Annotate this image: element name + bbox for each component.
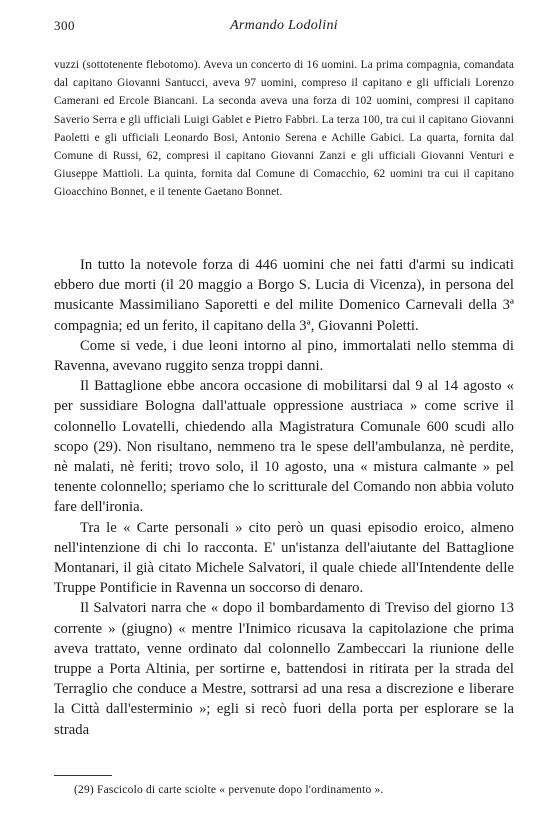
main-text: [54, 255, 514, 740]
small-print-paragraph: vuzzi (sottotenente flebotomo). Aveva un concerto di 16 uomini. La prima compagnia, comandata dal capitano Giovanni Santucci, aveva 97 uomini, compreso il capitano e gli ufficiali Lorenzo Camerani ed Ercole Biancani. La seconda aveva una forza di 102 uomini, compresi il capitano Saverio Serra e gli ufficiali Luigi Gablet e Pietro Fabbri. La terza 100, tra cui il capitano Giovanni Paoletti e gli ufficiali Leonardo Bosi, Antonio Serena e Achille Gabici. La quarta, fornita dal Comune di Russi, 62, compresi il capitano Giovanni Zanzi e gli ufficiali Giovanni Venturi e Giuseppe Mattioli. La quinta, fornita dal Comune di Comacchio, 62 uomini tra cui il capitano Gioacchino Bonnet, e il tenente Gaetano Bonnet.: [54, 59, 514, 199]
paragraph: Come si vede, i due leoni intorno al pino, immortalati nello stemma di Ravenna, avevano ruggito senza troppi danni.: [54, 337, 514, 375]
paragraph: Il Battaglione ebbe ancora occasione di mobilitarsi dal 9 al 14 agosto « per sussidiare Bologna dall'attuale oppressione austriaca » come scrive il colonnello Lovatelli, chiedendo alla Magistratura Comunale 600 scudi allo scopo (29). Non risultano, nemmeno tra le spese dell'ambulanza, nè perdite, nè malati, nè feriti; trovo solo, il 10 agosto, una « mistura calmante » pel tenente colonnello; speriamo che lo scritturale del Comando non abbia voluto fare dell'ironia.: [54, 378, 514, 516]
footnote: (29) Fascicolo di carte sciolte « pervenute dopo l'ordinamento ».: [74, 784, 384, 796]
page-header: [54, 18, 514, 38]
paragraph: Tra le « Carte personali » cito però un quasi episodio eroico, almeno nell'intenzione di chi lo racconta. E' un'istanza dell'aiutante del Battaglione Montanari, il già citato Michele Salvatori, il quale chiede all'Intendente delle Truppe Pontificie in Ravenna un soccorso di denaro.: [54, 519, 514, 597]
running-head: Armando Lodolini: [230, 18, 338, 33]
paragraph: Il Salvatori narra che « dopo il bombardamento di Treviso del giorno 13 corrente » (giugno) « mentre l'Inimico ricusava la capitolazione che prima aveva trattato, venne ordinato dal colonnello Zambeccari la riunione delle truppe a Porta Altinia, per sortirne e, battendosi in ritirata per la strada del Terraglio che conduce a Mestre, sottrarsi ad una resa a discrezione e liberare la Città dall'esterminio »; egli si recò fuori della porta per esplorare se la strada: [54, 600, 514, 738]
page-number: 300: [54, 18, 75, 33]
footnote-separator: [54, 775, 112, 776]
paragraph: In tutto la notevole forza di 446 uomini che nei fatti d'armi su indicati ebbero due morti (il 20 maggio a Borgo S. Lucia di Vicenza), in persona del musicante Massimiliano Saporetti e del milite Domenico Carnevali della 3ª compagnia; ed un ferito, il capitano della 3ª, Giovanni Poletti.: [54, 257, 514, 334]
